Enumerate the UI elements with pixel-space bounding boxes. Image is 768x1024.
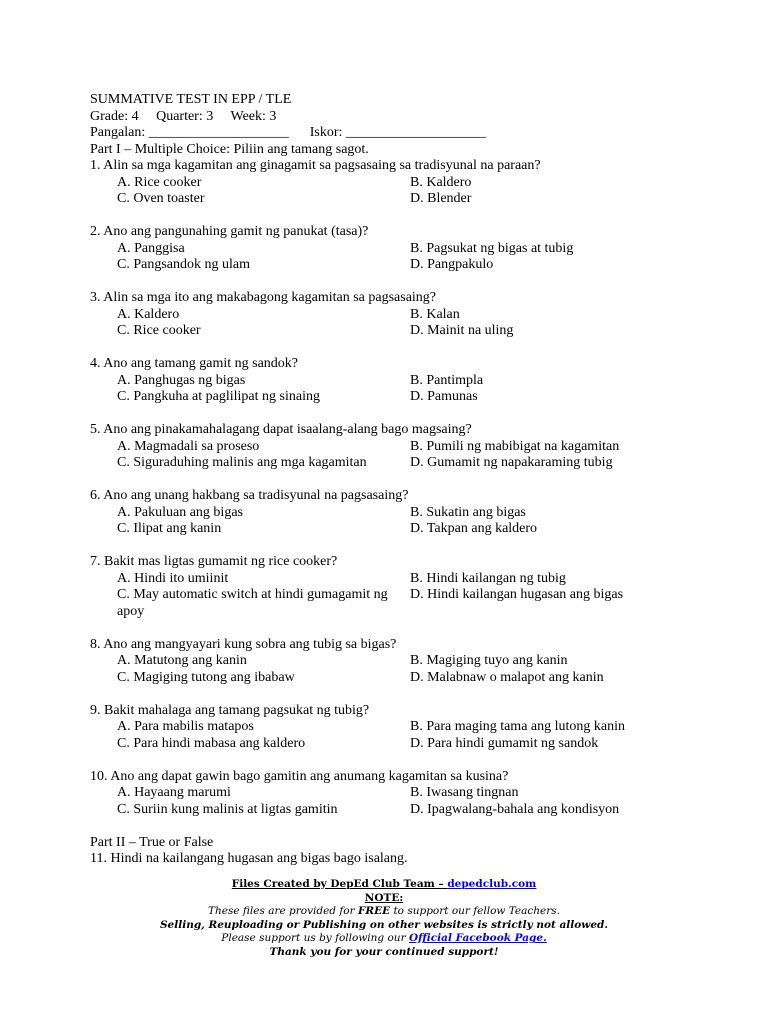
choice-d: D. Mainit na uling bbox=[410, 323, 514, 338]
answer-choices bbox=[90, 175, 690, 208]
question-block bbox=[90, 290, 690, 340]
question-block bbox=[90, 224, 690, 274]
choice-b: B. Iwasang tingnan bbox=[410, 785, 519, 800]
test-title: SUMMATIVE TEST IN EPP / TLE bbox=[90, 92, 292, 107]
footer-created-line bbox=[0, 878, 768, 892]
question-stem: 9. Bakit mahalaga ang tamang pagsukat ng tubig? bbox=[90, 702, 370, 718]
choice-c: C. Ilipat ang kanin bbox=[117, 521, 222, 536]
choice-b: B. Magiging tuyo ang kanin bbox=[410, 653, 568, 668]
choice-d: D. Hindi kailangan hugasan ang bigas bbox=[410, 587, 624, 602]
name-score-line: Pangalan: ____________________ Iskor: ____________________ bbox=[90, 125, 486, 140]
question-block bbox=[90, 637, 690, 687]
question-block bbox=[90, 158, 690, 208]
question-stem: 3. Alin sa mga ito ang makabagong kagamitan sa pagsasaing? bbox=[90, 290, 437, 305]
footer-note: NOTE: bbox=[364, 891, 404, 904]
answer-choices bbox=[90, 785, 690, 818]
part2-heading: Part II – True or False bbox=[90, 834, 214, 850]
questions-list bbox=[90, 158, 690, 818]
question-stem: 1. Alin sa mga kagamitan ang ginagamit sa pagsasaing sa tradisyunal na paraan? bbox=[90, 158, 541, 173]
choice-d: D. Gumamit ng napakaraming tubig bbox=[410, 455, 613, 470]
choice-d: D. Ipagwalang-bahala ang kondisyon bbox=[410, 801, 620, 817]
choice-c: C. Pangsandok ng ulam bbox=[117, 257, 250, 272]
choice-a: A. Hindi ito umiinit bbox=[117, 570, 229, 586]
footer-free: FREE bbox=[357, 905, 391, 918]
answer-choices bbox=[90, 373, 690, 406]
depedclub-link[interactable]: depedclub.com bbox=[447, 878, 537, 890]
choice-b: B. Hindi kailangan ng tubig bbox=[410, 570, 566, 586]
question-stem: 2. Ano ang pangunahing gamit ng panukat (tasa)? bbox=[90, 224, 369, 239]
choice-b: B. Pagsukat ng bigas at tubig bbox=[410, 240, 574, 256]
question-stem: 7. Bakit mas ligtas gumamit ng rice cooker? bbox=[90, 554, 338, 569]
choice-a: A. Hayaang marumi bbox=[117, 785, 231, 800]
answer-choices bbox=[90, 571, 690, 621]
question-block bbox=[90, 769, 690, 819]
choice-a: A. Magmadali sa proseso bbox=[117, 438, 260, 454]
footer-notice bbox=[0, 878, 768, 960]
choice-c: C. May automatic switch at hindi gumagamit ng apoy bbox=[117, 587, 388, 619]
choice-a: A. Panghugas ng bigas bbox=[117, 372, 246, 388]
grade-quarter-week-line: Grade: 4 Quarter: 3 Week: 3 bbox=[90, 108, 277, 124]
part1-heading: Part I – Multiple Choice: Piliin ang tamang sagot. bbox=[90, 141, 369, 157]
footer-created-text: Files Created by DepEd Club Team – bbox=[231, 878, 448, 890]
choice-c: C. Siguraduhing malinis ang mga kagamitan bbox=[117, 455, 367, 470]
footer-thanks: Thank you for your continued support! bbox=[269, 945, 499, 958]
answer-choices bbox=[90, 241, 690, 274]
question-stem: 10. Ano ang dapat gawin bago gamitin ang anumang kagamitan sa kusina? bbox=[90, 768, 509, 784]
choice-b: B. Para maging tama ang lutong kanin bbox=[410, 719, 626, 734]
question-block bbox=[90, 422, 690, 472]
answer-choices bbox=[90, 719, 690, 752]
footer-support-line bbox=[0, 932, 768, 946]
choice-a: A. Rice cooker bbox=[117, 174, 202, 190]
choice-b: B. Kalan bbox=[410, 306, 460, 322]
footer-selling-warning: Selling, Reuploading or Publishing on other websites is strictly not allowed. bbox=[159, 918, 609, 931]
test-sheet bbox=[90, 92, 690, 868]
question-block bbox=[90, 488, 690, 538]
choice-c: C. Pangkuha at paglilipat ng sinaing bbox=[117, 389, 320, 404]
choice-c: C. Para hindi mabasa ang kaldero bbox=[117, 735, 306, 751]
choice-d: D. Para hindi gumamit ng sandok bbox=[410, 735, 599, 751]
choice-d: D. Blender bbox=[410, 191, 472, 206]
choice-d: D. Pamunas bbox=[410, 389, 478, 404]
choice-b: B. Sukatin ang bigas bbox=[410, 504, 526, 520]
choice-a: A. Kaldero bbox=[117, 306, 180, 322]
choice-d: D. Malabnaw o malapot ang kanin bbox=[410, 669, 604, 685]
facebook-page-link[interactable]: Official Facebook Page. bbox=[408, 932, 547, 945]
footer-provided-pre: These files are provided for bbox=[207, 905, 358, 918]
footer-provided-line bbox=[0, 905, 768, 919]
question-stem: 4. Ano ang tamang gamit ng sandok? bbox=[90, 356, 299, 371]
choice-d: D. Takpan ang kaldero bbox=[410, 521, 538, 536]
choice-d: D. Pangpakulo bbox=[410, 257, 494, 272]
answer-choices bbox=[90, 307, 690, 340]
choice-a: A. Pakuluan ang bigas bbox=[117, 504, 243, 520]
footer-support-pre: Please support us by following our bbox=[221, 932, 409, 945]
answer-choices bbox=[90, 439, 690, 472]
question-stem: 5. Ano ang pinakamahalagang dapat isaalang-alang bago magsaing? bbox=[90, 422, 472, 437]
choice-c: C. Magiging tutong ang ibabaw bbox=[117, 669, 295, 685]
choice-a: A. Para mabilis matapos bbox=[117, 719, 254, 734]
choice-a: A. Matutong ang kanin bbox=[117, 653, 247, 668]
question-block bbox=[90, 356, 690, 406]
choice-b: B. Pumili ng mabibigat na kagamitan bbox=[410, 438, 620, 454]
choice-c: C. Rice cooker bbox=[117, 323, 201, 338]
choice-c: C. Suriin kung malinis at ligtas gamitin bbox=[117, 801, 338, 817]
question-stem: 6. Ano ang unang hakbang sa tradisyunal na pagsasaing? bbox=[90, 488, 409, 503]
question-block bbox=[90, 554, 690, 620]
answer-choices bbox=[90, 653, 690, 686]
choice-b: B. Pantimpla bbox=[410, 372, 484, 388]
question-stem: 8. Ano ang mangyayari kung sobra ang tubig sa bigas? bbox=[90, 636, 397, 652]
footer-provided-post: to support our fellow Teachers. bbox=[390, 905, 561, 918]
choice-a: A. Panggisa bbox=[117, 240, 185, 256]
choice-b: B. Kaldero bbox=[410, 174, 472, 190]
choice-c: C. Oven toaster bbox=[117, 191, 205, 206]
answer-choices bbox=[90, 505, 690, 538]
question-block bbox=[90, 703, 690, 753]
question-11: 11. Hindi na kailangang hugasan ang bigas bago isalang. bbox=[90, 851, 408, 866]
